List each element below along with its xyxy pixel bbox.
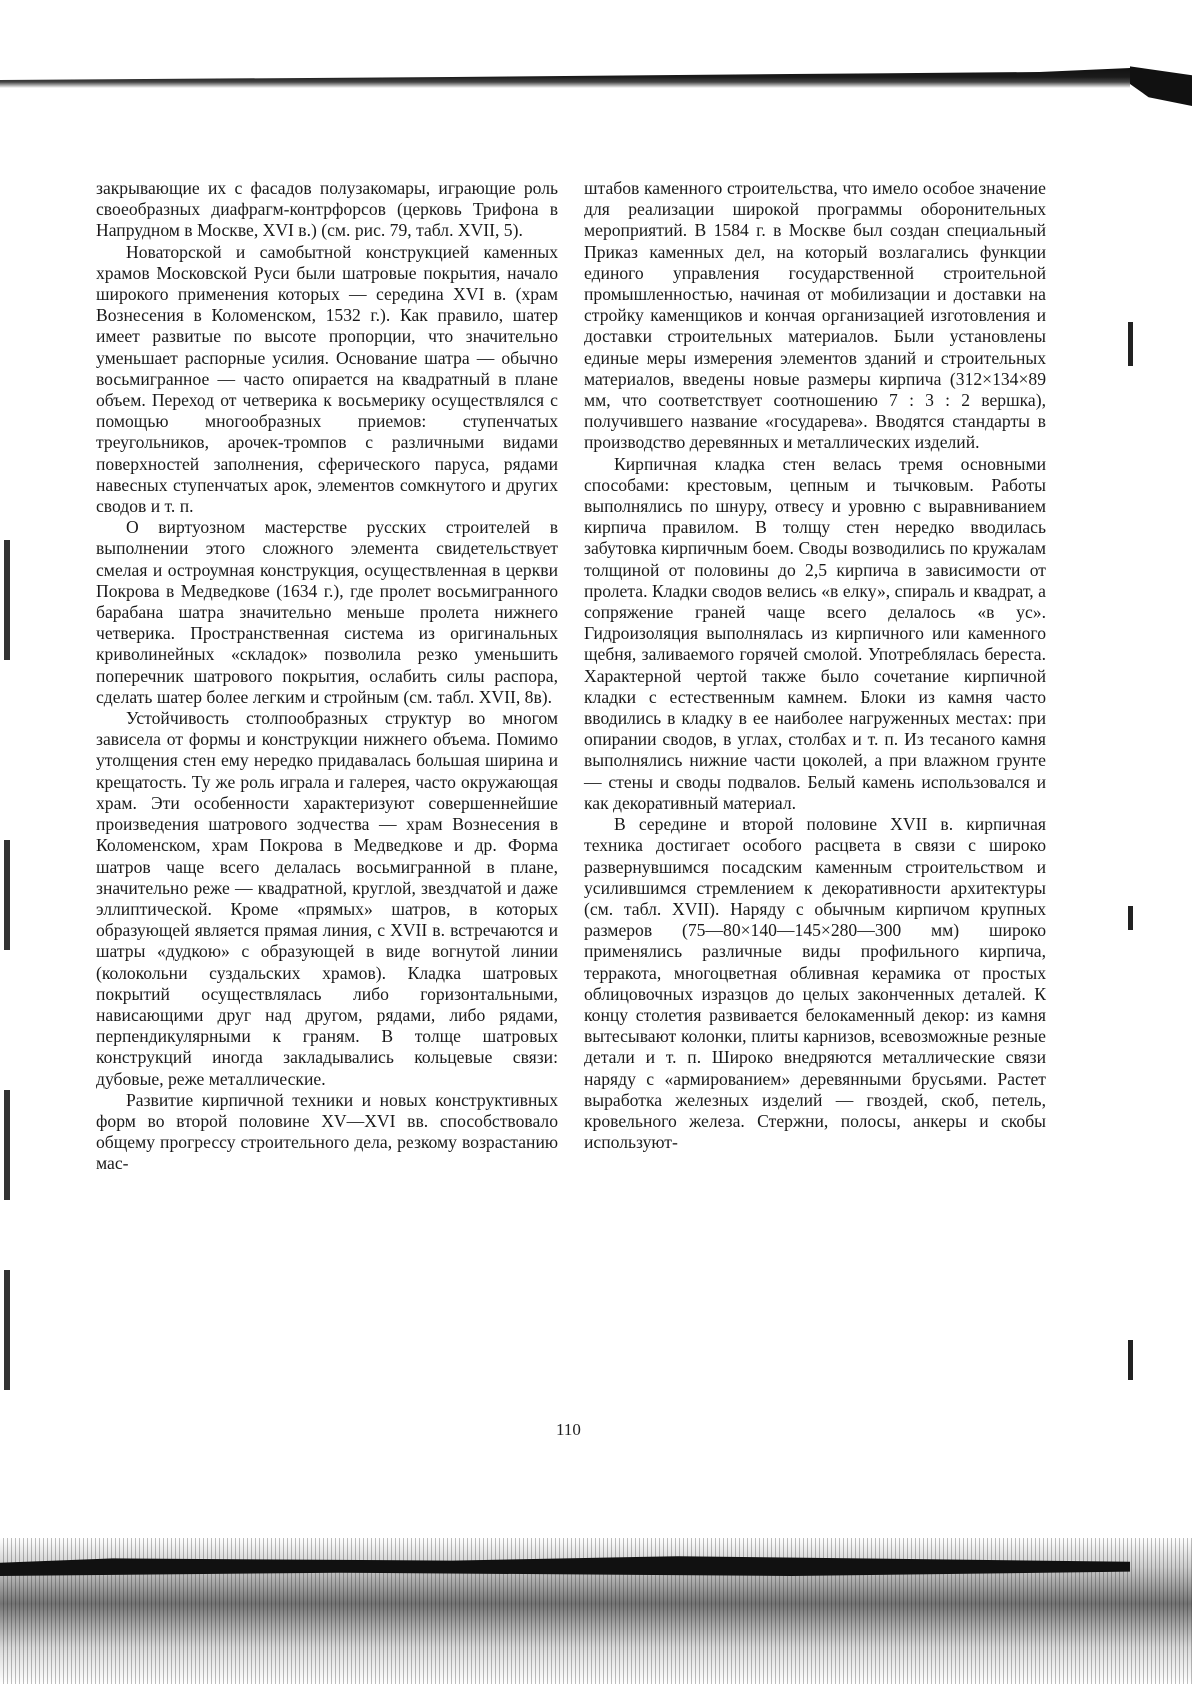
scan-edge-top [0,68,1130,88]
scan-mark-left [4,1090,10,1200]
paragraph: Кирпичная кладка стен велась тремя основными способами: крестовым, цепным и тычковым. Работы выполнялись по шнуру, отвесу и уровню с выравниванием кирпича правилом. В толщу стен нередко вводилась забутовка кирпичным боем. Своды возводились по кружалам толщиной от половины до 2,5 кирпича в зависимости от пролета. Кладки сводов велись «в елку», спираль и квадрат, а сопряжение граней чаще всего делалось «в ус». Гидроизоляция выполнялась из кирпичного или каменного щебня, заливаемого горячей смолой. Употреблялась береста. Характерной чертой также было сочетание кирпичной кладки с естественным камнем. Блоки из камня часто вводились в кладку в ее наиболее нагруженных местах: при опирании сводов, в углах, столбах и т. п. Из тесаного камня выполнялись нижние части цоколей, а при влажном грунте — стены и своды подвалов. Белый камень использовался и как декоративный материал. [584,453,1046,813]
scan-mark-right [1128,1340,1133,1380]
paragraph: Устойчивость столпообразных структур во многом зависела от формы и конструкции нижнего объема. Помимо утолщения стен ему нередко придавалась большая ширина и крещатость. Ту же роль играла и галерея, часто окружающая храм. Эти особенности характеризуют совершеннейшие произведения шатрового зодчества — храм Вознесения в Коломенском, храм Покрова в Медведкове и др. Форма шатров чаще всего делалась восьмигранной в плане, значительно реже — квадратной, круглой, звездчатой и даже эллиптической. Кроме «прямых» шатров, в которых образующей является прямая линия, с XVII в. встречаются и шатры «дудкою» с образующей в виде вогнутой линии (колокольни суздальских храмов). Кладка шатровых покрытий осуществлялась либо горизонтальными, нависающими друг над другом, рядами, либо рядами, перпендикулярными к граням. В толще шатровых конструкций иногда закладывались кольцевые связи: дубовые, реже металлические. [96,708,558,1089]
paragraph: В середине и второй половине XVII в. кирпичная техника достигает особого расцвета в связи с широко развернувшимся посадским каменным строительством и усилившимся стремлением к декоративности архитектуры (см. табл. XVII). Наряду с обычным кирпичом крупных размеров (75—80×140—145×280—300 мм) широко применялись различные виды профильного кирпича, терракота, многоцветная обливная керамика от простых облицовочных изразцов до целых законченных деталей. К концу столетия развивается белокаменный декор: из камня вытесывают колонки, плиты карнизов, всевозможные резные детали и т. п. Широко внедряются металлические связи наряду с «армированием» деревянными брусьями. Растет выработка железных изделий — гвоздей, скоб, петель, кровельного железа. Стержни, полосы, анкеры и скобы используют- [584,814,1046,1153]
paragraph: О виртуозном мастерстве русских строителей в выполнении этого сложного элемента свидетельствует смелая и остроумная конструкция, осуществленная в церкви Покрова в Медведкове (1634 г.), где пролет восьмигранного барабана шатра значительно меньше пролета нижнего четверика. Пространственная система из оригинальных криволинейных «складок» позволила резко уменьшить поперечник шатрового покрытия, ослабить силы распора, сделать шатер более легким и стройным (см. табл. XVII, 8в). [96,517,558,707]
scan-mark-left [4,540,10,660]
paragraph: Развитие кирпичной техники и новых конструктивных форм во второй половине XV—XVI вв. способствовало общему прогрессу строительного дела, резкому возрастанию мас- [96,1089,558,1174]
text-column-right [584,178,1046,1153]
paragraph: штабов каменного строительства, что имело особое значение для реализации широкой программы оборонительных мероприятий. В 1584 г. в Москве был создан специальный Приказ каменных дел, на который возлагались функции единого управления государственной строительной промышленностью, начиная от мобилизации и доставки на стройку каменщиков и кончая организацией изготовления и доставки строительных материалов. Были установлены единые меры измерения элементов зданий и строительных материалов, введены новые размеры кирпича (312×134×89 мм, что соответствует соотношению 7 : 3 : 2 вершка), получившего название «государева». Вводятся стандарты в производство деревянных и металлических изделий. [584,178,1046,453]
page-number: 110 [556,1420,581,1439]
paragraph: Новаторской и самобытной конструкцией каменных храмов Московской Руси были шатровые покрытия, начало широкого применения которых — середина XVI в. (храм Вознесения в Коломенском, 1532 г.). Как правило, шатер имеет развитые по высоте пропорции, что значительно уменьшает распорные усилия. Основание шатра — обычно восьмигранное — часто опирается на квадратный в плане объем. Переход от четверика к восьмерику осуществлялся с помощью многообразных приемов: ступенчатых треугольников, арочек-тромпов с различными видами поверхностей заполнения, сферического паруса, рядами навесных ступенчатых арок, элементов сомкнутого и других сводов и т. п. [96,241,558,517]
scan-edge-top-right [1130,62,1192,106]
scan-mark-right [1128,322,1133,366]
scan-mark-left [4,840,10,950]
paragraph: закрывающие их с фасадов полузакомары, играющие роль своеобразных диафрагм-контрфорсов (церковь Трифона в Напрудном в Москве, XVI в.) (см. рис. 79, табл. XVII, 5). [96,178,558,241]
scan-mark-left [4,1270,10,1390]
text-column-left [96,178,558,1175]
scan-mark-right [1128,906,1133,930]
